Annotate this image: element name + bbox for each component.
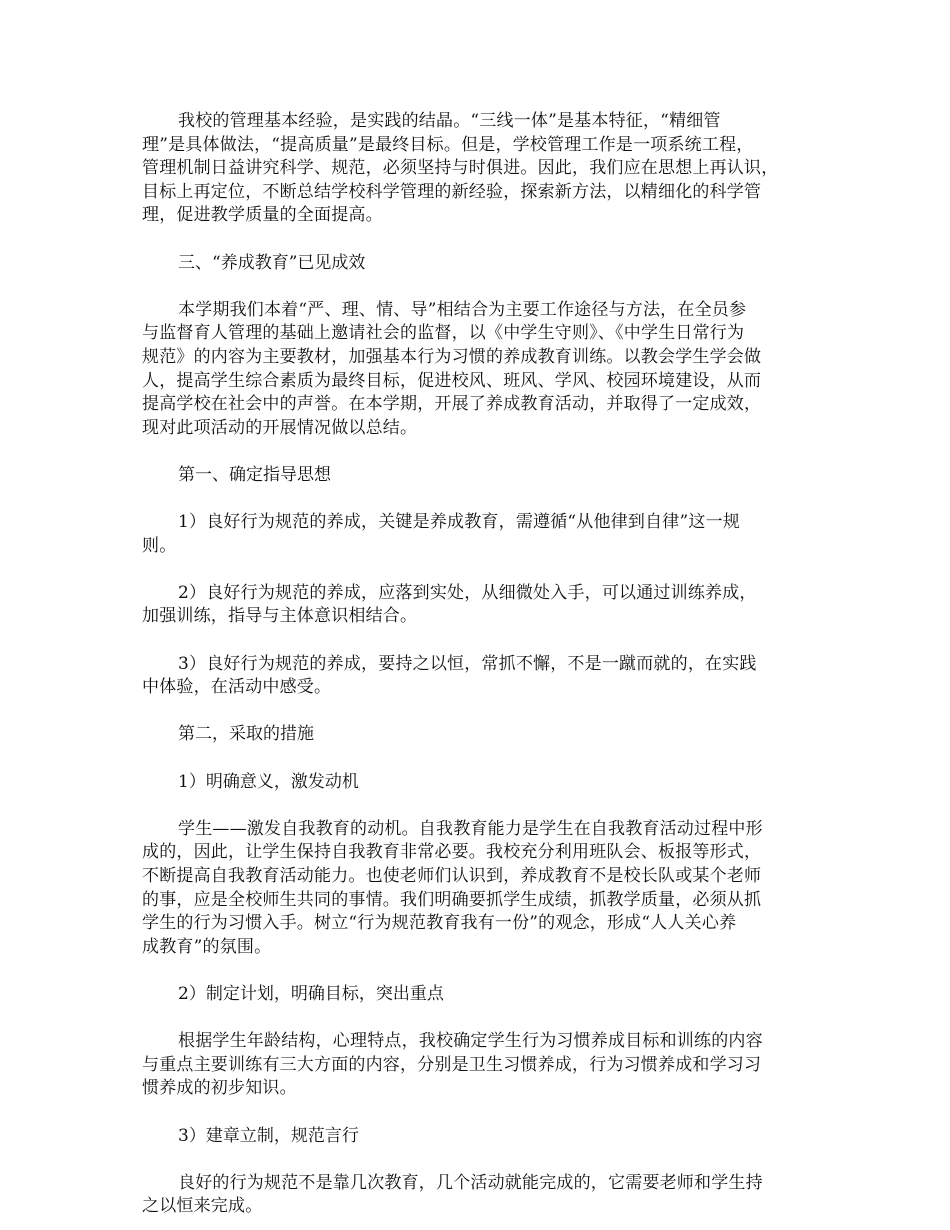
section-heading: 2）制定计划，明确目标，突出重点 [178, 983, 444, 1004]
section-heading: 三、“养成教育”已见成效 [178, 252, 366, 273]
paragraph-spacer [142, 275, 812, 299]
paragraph-line: 3）良好行为规范的养成，要持之以恒，常抓不懈，不是一蹴而就的，在实践 [178, 653, 757, 674]
paragraph-line: 提高学校在社会中的声誉。在本学期，开展了养成教育活动，并取得了一定成效， [142, 394, 762, 415]
paragraph-line: 学生的行为习惯入手。树立“行为规范教育我有一份”的观念，形成“人人关心养 [142, 913, 737, 934]
paragraph-line: 良好的行为规范不是靠几次教育，几个活动就能完成的，它需要老师和学生持 [178, 1172, 763, 1193]
paragraph-line: 管理机制日益讲究科学、规范，必须坚持与时俱进。因此，我们应在思想上再认识， [142, 158, 779, 179]
paragraph-line: 根据学生年龄结构，心理特点，我校确定学生行为习惯养成目标和训练的内容 [178, 1031, 763, 1052]
body-paragraph [142, 1030, 812, 1101]
paragraph-line: 人，提高学生综合素质为最终目标，促进校风、班风、学风、校园环境建设，从而 [142, 370, 762, 391]
body-paragraph [142, 511, 812, 558]
body-paragraph [142, 1172, 812, 1219]
paragraph-spacer [142, 629, 812, 653]
paragraph-line: 之以恒来完成。 [142, 1196, 263, 1217]
paragraph-spacer [142, 959, 812, 983]
paragraph-line: 理”是具体做法，“提高质量”是最终目标。但是，学校管理工作是一项系统工程， [142, 134, 754, 155]
body-paragraph [142, 653, 812, 700]
paragraph-line: 则。 [142, 535, 177, 556]
paragraph-spacer [142, 488, 812, 512]
paragraph-spacer [142, 700, 812, 724]
body-paragraph [142, 818, 812, 960]
document-page [142, 110, 812, 1219]
paragraph-line: 目标上再定位，不断总结学校科学管理的新经验，探索新方法，以精细化的科学管 [142, 181, 762, 202]
paragraph-line: 现对此项活动的开展情况做以总结。 [142, 417, 418, 438]
paragraph-line: 的事，应是全校师生共同的事情。我们明确要抓学生成绩，抓教学质量，必须从抓 [142, 889, 762, 910]
paragraph-line: 我校的管理基本经验，是实践的结晶。“三线一体”是基本特征，“精细管 [178, 111, 721, 131]
section-heading: 第二，采取的措施 [178, 724, 314, 745]
paragraph-line: 本学期我们本着“严、理、情、导”相结合为主要工作途径与方法，在全员参 [178, 299, 747, 320]
body-paragraph [142, 299, 812, 441]
paragraph-line: 学生——激发自我教育的动机。自我教育能力是学生在自我教育活动过程中形 [178, 818, 763, 839]
paragraph-spacer [142, 794, 812, 818]
paragraph-line: 不断提高自我教育活动能力。也使老师们认识到，养成教育不是校长队或某个老师 [142, 866, 762, 886]
paragraph-spacer [142, 1007, 812, 1031]
paragraph-line: 成的，因此，让学生保持自我教育非常必要。我校充分利用班队会、板报等形式， [142, 842, 762, 863]
paragraph-line: 惯养成的初步知识。 [142, 1078, 297, 1099]
paragraph-line: 与重点主要训练有三大方面的内容，分别是卫生习惯养成，行为习惯养成和学习习 [142, 1054, 762, 1075]
section-heading: 1）明确意义，激发动机 [178, 771, 359, 792]
section-heading: 第一、确定指导思想 [178, 464, 331, 485]
body-paragraph [142, 582, 812, 629]
paragraph-line: 加强训练，指导与主体意识相结合。 [142, 606, 418, 627]
paragraph-spacer [142, 440, 812, 464]
paragraph-line: 中体验，在活动中感受。 [142, 677, 332, 698]
paragraph-spacer [142, 558, 812, 582]
section-heading: 3）建章立制，规范言行 [178, 1125, 359, 1146]
paragraph-line: 1）良好行为规范的养成，关键是养成教育，需遵循“从他律到自律”这一规 [178, 512, 740, 533]
paragraph-spacer [142, 228, 812, 252]
paragraph-line: 理，促进教学质量的全面提高。 [142, 205, 383, 226]
body-paragraph [142, 110, 812, 228]
paragraph-spacer [142, 747, 812, 771]
paragraph-line: 成教育”的氛围。 [142, 936, 272, 957]
paragraph-line: 2）良好行为规范的养成，应落到实处，从细微处入手，可以通过训练养成， [178, 582, 757, 603]
paragraph-spacer [142, 1101, 812, 1125]
paragraph-spacer [142, 1148, 812, 1172]
paragraph-line: 规范》的内容为主要教材，加强基本行为习惯的养成教育训练。以教会学生学会做 [142, 346, 762, 367]
paragraph-line: 与监督育人管理的基础上邀请社会的监督，以《中学生守则》、《中学生日常行为 [142, 323, 745, 344]
